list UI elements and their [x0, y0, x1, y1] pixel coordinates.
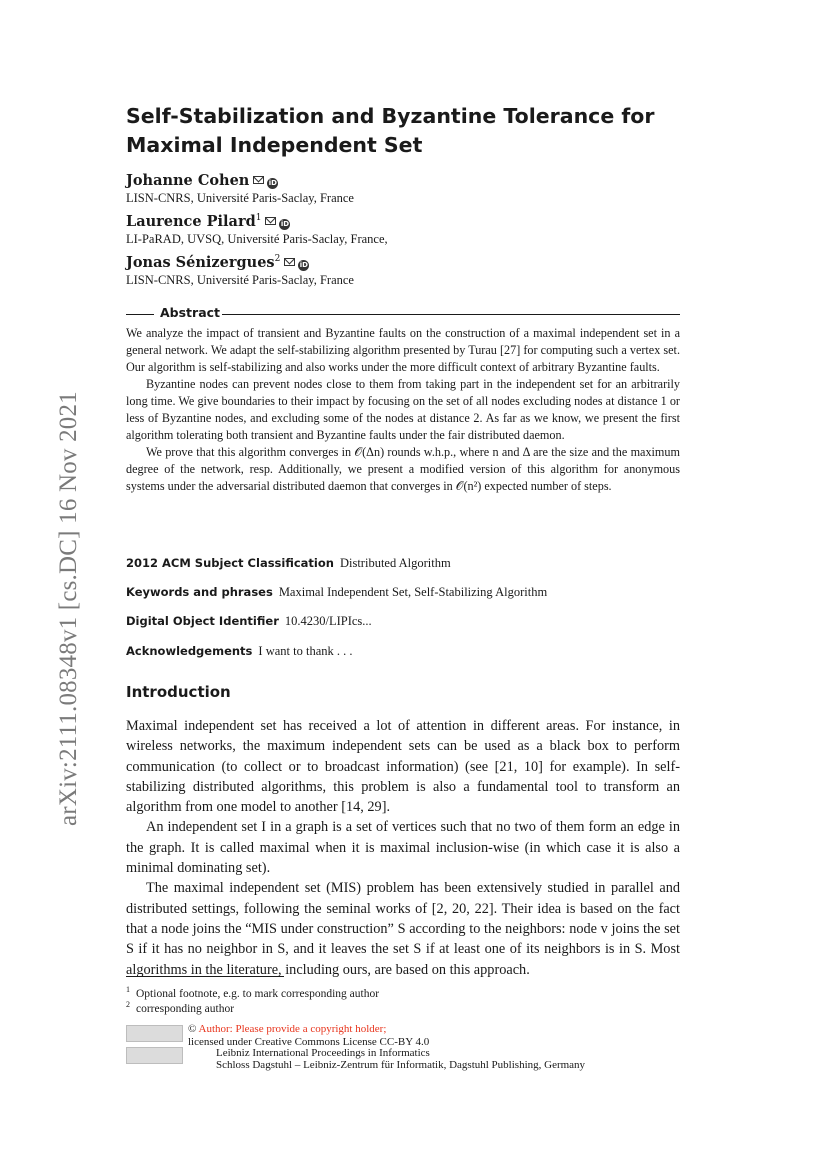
author-name — [126, 172, 354, 189]
cc-license-logo — [126, 1025, 183, 1042]
acm-classification — [126, 556, 686, 571]
footnote-text: Optional footnote, e.g. to mark corresponding author — [136, 987, 380, 1000]
author-footnote-mark: 1 — [255, 213, 262, 224]
acknowledgements — [126, 644, 686, 659]
abstract-rule-left — [126, 314, 154, 315]
keywords — [126, 585, 686, 600]
abstract-label: Abstract — [160, 305, 221, 320]
doi — [126, 614, 686, 629]
orcid-icon[interactable]: iD — [299, 261, 308, 269]
author-name — [126, 254, 354, 271]
acm-label: 2012 ACM Subject Classification — [126, 556, 334, 570]
doi-value[interactable]: 10.4230/LIPIcs... — [284, 614, 372, 628]
intro-paragraph: An independent set I in a graph is a set of vertices such that no two of them form an edge in the graph. It is called maximal when it is maximal inclusion-wise (in which case it is also a minimal dominating set). — [126, 819, 680, 877]
author-block — [126, 254, 354, 288]
orcid-icon[interactable]: iD — [280, 220, 290, 228]
abstract-heading — [126, 305, 680, 323]
series-line: Leibniz International Proceedings in Informatics — [216, 1047, 430, 1059]
footnote-rule — [126, 976, 284, 977]
license-line: licensed under Creative Commons License CC-BY 4.0 — [188, 1036, 430, 1048]
acm-value: Distributed Algorithm — [339, 556, 451, 570]
author-block — [126, 213, 388, 247]
footnote-text: corresponding author — [136, 1002, 235, 1015]
abstract-paragraph: Byzantine nodes can prevent nodes close to them from taking part in the independent set for an arbitrarily long time. We give boundaries to their impact by focusing on the set of all nodes excluding nodes at distance 1 or less of Byzantine nodes, and excluding some of the nodes at distance 2. As far as we know, we present the first algorithm tolerating both transient and Byzantine faults under the fair distributed daemon. — [126, 377, 680, 442]
author-affiliation: LISN-CNRS, Université Paris-Saclay, France — [126, 273, 354, 287]
abstract-paragraph: We prove that this algorithm converges in 𝒪(Δn) rounds w.h.p., where n and Δ are the size and the maximum degree of the network, resp. Additionally, we present a modified version of this algorithm for anonymous systems under the adversarial distributed daemon that converges in 𝒪(n²) expected number of steps. — [126, 445, 680, 493]
author-name — [126, 213, 388, 230]
email-icon[interactable] — [284, 258, 295, 266]
footnote-mark: 2 — [126, 1000, 130, 1009]
abstract-rule-right — [222, 314, 680, 315]
footnote — [126, 985, 379, 1000]
author-footnote-mark: 2 — [274, 254, 281, 265]
keywords-label: Keywords and phrases — [126, 585, 273, 599]
ack-label: Acknowledgements — [126, 644, 253, 658]
author-affiliation: LISN-CNRS, Université Paris-Saclay, France — [126, 191, 354, 205]
paper-title: Self-Stabilization and Byzantine Tolerance for Maximal Independent Set — [126, 104, 655, 157]
author-name-text: Laurence Pilard — [126, 213, 256, 230]
author-affiliation: LI-PaRAD, UVSQ, Université Paris-Saclay, France, — [126, 232, 388, 246]
abstract-paragraph: We analyze the impact of transient and Byzantine faults on the construction of a maximal independent set in a general network. We adapt the self-stabilizing algorithm presented by Turau [27] for computing such a vertex set. Our algorithm is self-stabilizing and also works under the more difficult context of arbitrary Byzantine faults. — [126, 326, 680, 374]
copyright-holder-text: Author: Please provide a copyright holder; — [198, 1023, 387, 1035]
author-name-text: Jonas Sénizergues — [126, 254, 275, 271]
keywords-value: Maximal Independent Set, Self-Stabilizing Algorithm — [278, 585, 548, 599]
author-block — [126, 172, 354, 206]
lipics-logo — [126, 1047, 183, 1064]
abstract-body — [126, 325, 680, 495]
arxiv-identifier — [25, 356, 82, 826]
author-name-text: Johanne Cohen — [126, 172, 250, 189]
intro-paragraph: Maximal independent set has received a lot of attention in different areas. For instance, in wireless networks, the maximum independent sets can be used as a black box to perform communication (to collect or to broadcast information) (see [21, 10] for example). In self-stabilizing distributed algorithms, this problem is also a fundamental tool to transform an algorithm from one model to another [14, 29]. — [126, 718, 680, 816]
orcid-icon[interactable]: iD — [268, 179, 277, 187]
footnote — [126, 1000, 234, 1015]
intro-paragraph: The maximal independent set (MIS) problem has been extensively studied in parallel and distributed settings, following the seminal works of [2, 20, 22]. Their idea is based on the fact that a node joins the “MIS under construction” S according to the neighbors: node v joins the set S if it has no neighbor in S, and it leaves the set S if at least one of its neighbors is in S. Most algorithms in the literature, including ours, are based on this approach. — [126, 880, 680, 978]
copyright-symbol: © — [188, 1023, 197, 1035]
introduction-body — [126, 716, 680, 980]
doi-label: Digital Object Identifier — [126, 614, 279, 628]
copyright-holder — [188, 1023, 386, 1035]
publisher-line: Schloss Dagstuhl – Leibniz-Zentrum für Informatik, Dagstuhl Publishing, Germany — [216, 1059, 586, 1071]
footnote-mark: 1 — [126, 985, 130, 994]
section-title-introduction: Introduction — [126, 683, 231, 701]
email-icon[interactable] — [265, 217, 276, 225]
ack-value: I want to thank . . . — [258, 644, 353, 658]
arxiv-identifier-text: arXiv:2111.08348v1 [cs.DC] 16 Nov 2021 — [55, 391, 82, 826]
email-icon[interactable] — [253, 176, 264, 184]
